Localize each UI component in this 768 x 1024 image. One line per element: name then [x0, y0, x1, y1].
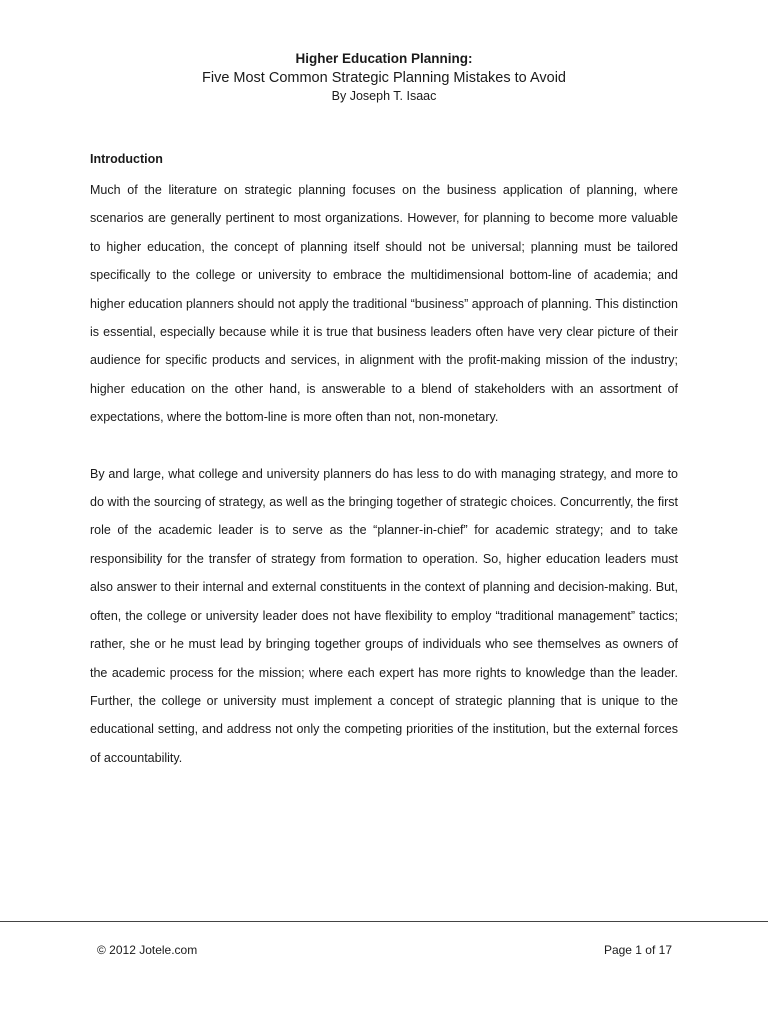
author-byline: By Joseph T. Isaac	[331, 89, 437, 103]
document-subtitle: Five Most Common Strategic Planning Mistakes to Avoid	[201, 70, 566, 86]
document-body	[90, 148, 678, 800]
body-paragraph: By and large, what college and university planners do has less to do with managing strategy, and more to do with the sourcing of strategy, as well as the bringing together of strategic choices. Concurrently, the first role of the academic leader is to serve as the “planner-in-chief” for academic strategy; and to take responsibility for the transfer of strategy from formation to operation. So, higher education leaders must also answer to their internal and external constituents in the context of planning and decision-making. But, often, the college or university leader does not have flexibility to employ “traditional management” tactics; rather, she or he must lead by bringing together groups of individuals who see themselves as owners of the academic process for the mission; where each expert has more rights to knowledge than the leader. Further, the college or university must implement a concept of strategic planning that is unique to the educational setting, and address not only the competing priorities of the institution, but the external forces of accountability.	[90, 466, 678, 765]
body-paragraph: Much of the literature on strategic planning focuses on the business application of planning, where scenarios are generally pertinent to most organizations. However, for planning to become more valuable to higher education, the concept of planning itself should not be universal; planning must be tailored specifically to the college or university to embrace the multidimensional bottom-line of academia; and higher education planners should not apply the traditional “business” approach of planning. This distinction is essential, especially because while it is true that business leaders often have very clear picture of their audience for specific products and services, in alignment with the profit-making mission of the industry; higher education on the other hand, is answerable to a blend of stakeholders with an assortment of expectations, where the bottom-line is more often than not, non-monetary.	[90, 183, 678, 425]
footer-page-number: Page 1 of 17	[603, 943, 672, 957]
footer-divider	[0, 921, 768, 922]
document-header	[0, 50, 768, 105]
footer-copyright: © 2012 Jotele.com	[97, 943, 198, 957]
section-heading-introduction: Introduction	[90, 152, 163, 166]
document-title: Higher Education Planning:	[295, 51, 473, 66]
